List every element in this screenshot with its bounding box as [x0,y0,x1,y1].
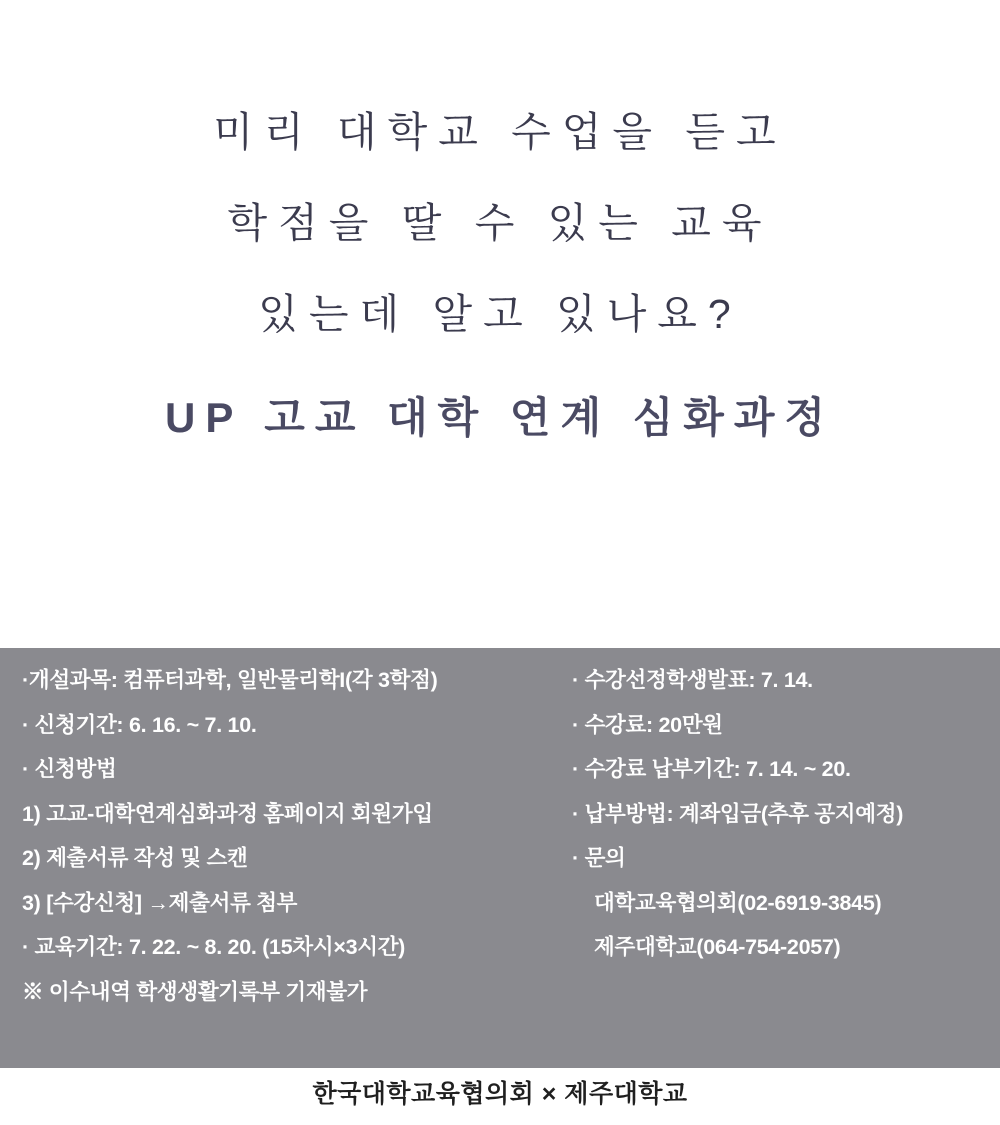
program-title: UP 고교 대학 연계 심화과정 [165,394,835,441]
info-item-tuition: · 수강료: 20만원 [572,712,723,737]
info-column-right [566,670,986,1058]
info-item-courses: ·개설과목: 컴퓨터과학, 일반물리학I(각 3학점) [22,668,438,692]
headline-block [0,0,1000,445]
headline-line-2: 학점을 딸 수 있는 교육 [227,200,773,246]
info-item-step-2: 2) 제출서류 작성 및 스캔 [22,846,248,870]
footer-organizations: 한국대학교육협의회 × 제주대학교 [312,1080,688,1108]
info-item-inquiry: · 문의 [572,846,626,870]
headline-line-1: 미리 대학교 수업을 듣고 [213,109,787,155]
info-item-contact-kcue: 대학교육협의회(02-6919-3845) [594,890,882,915]
footer [0,1074,1000,1110]
info-item-contact-jeju: 제주대학교(064-754-2057) [594,935,841,959]
info-item-payment-method: · 납부방법: 계좌입금(추후 공지예정) [572,801,904,826]
info-item-application-period: · 신청기간: 6. 16. ~ 7. 10. [22,712,257,737]
info-item-education-period: · 교육기간: 7. 22. ~ 8. 20. (15차시×3시간) [22,935,406,959]
info-item-step-3: 3) [수강신청] →제출서류 첨부 [22,890,298,915]
info-panel [0,648,1000,1068]
info-column-left [14,670,566,1058]
info-item-notice: ※ 이수내역 학생생활기록부 기재불가 [22,979,368,1004]
info-item-application-method: · 신청방법 [22,757,117,781]
info-item-payment-period: · 수강료 납부기간: 7. 14. ~ 20. [572,757,851,781]
info-item-selection-announcement: · 수강선정학생발표: 7. 14. [572,668,813,692]
headline-line-3: 있는데 알고 있나요? [258,291,742,337]
info-item-step-1: 1) 고교-대학연계심화과정 홈페이지 회원가입 [22,801,433,826]
